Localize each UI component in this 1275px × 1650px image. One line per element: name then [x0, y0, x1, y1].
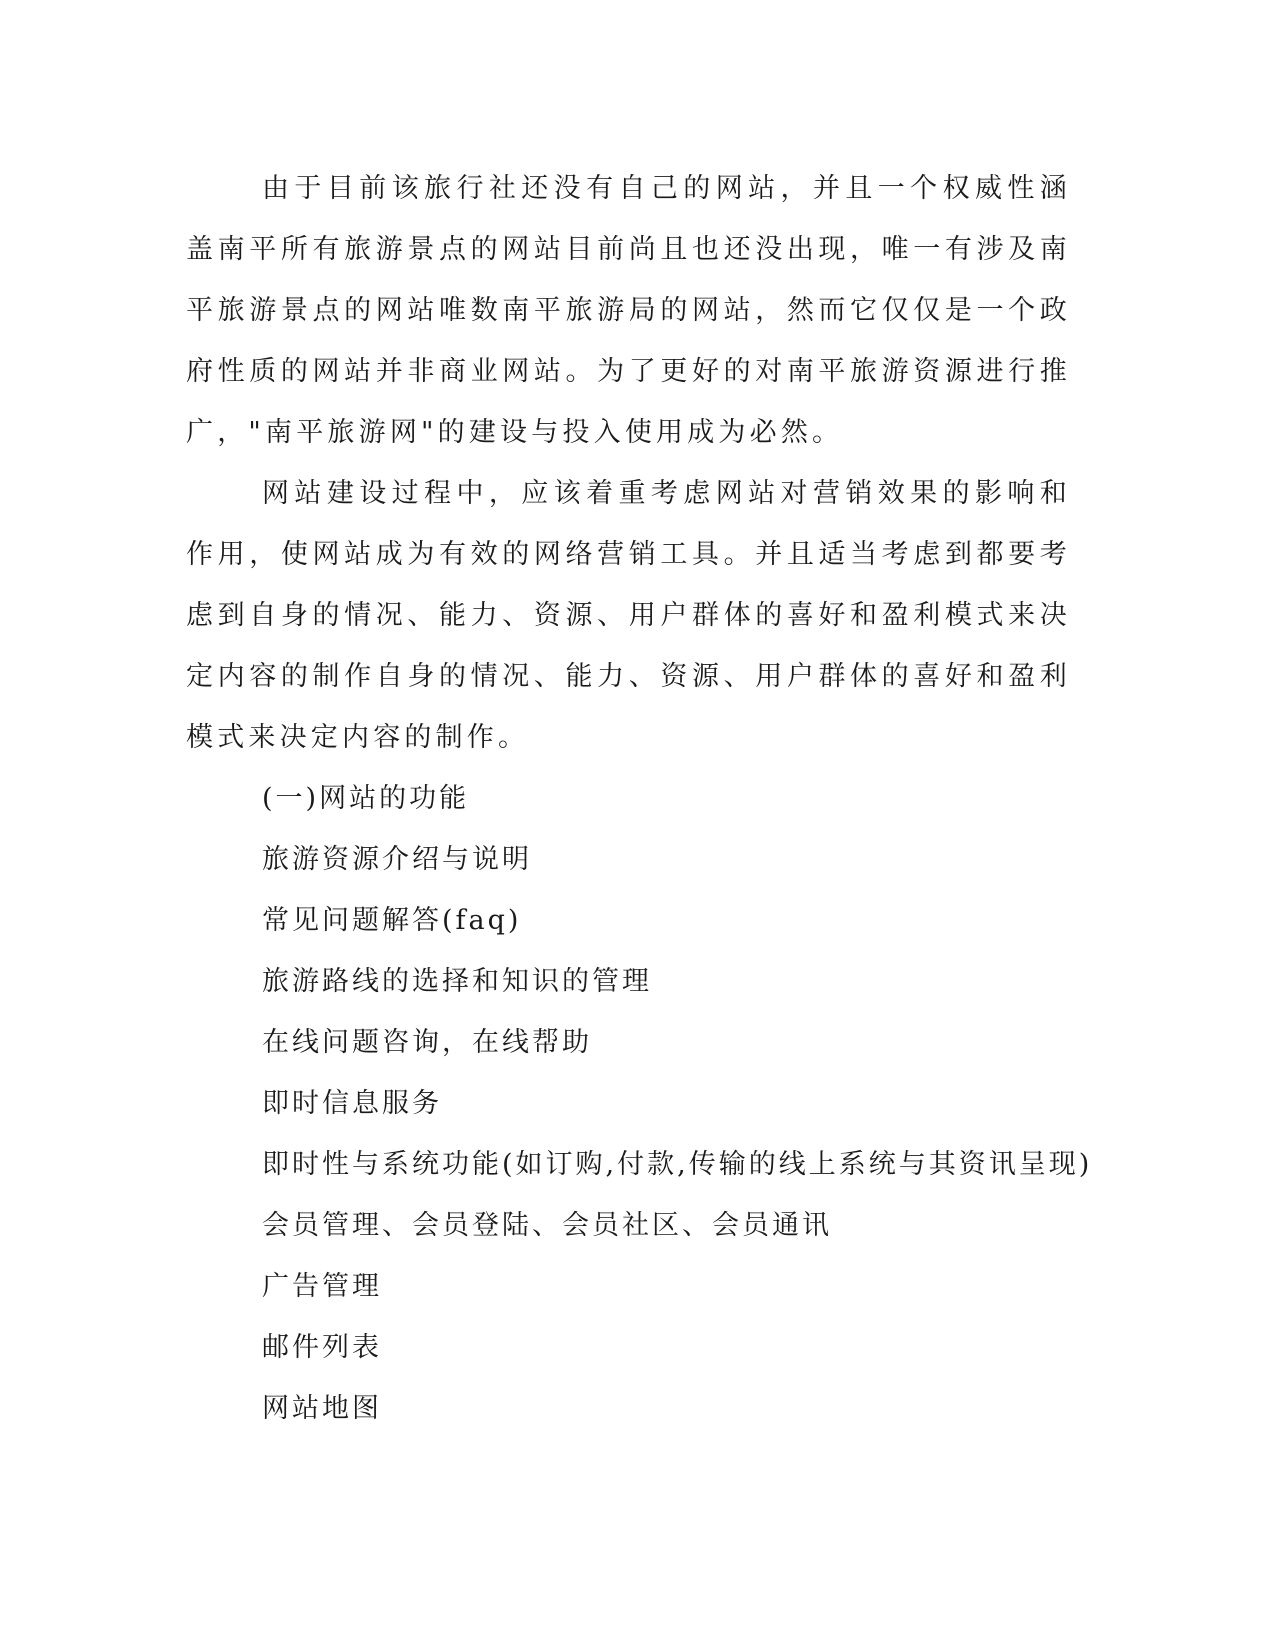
section-heading-website-functions: (一)网站的功能	[262, 783, 470, 814]
website-construction-paragraph: 网站建设过程中，应该着重考虑网站对营销效果的影响和作用，使网站成为有效的网络营销工具。并且适当考虑到都要考虑到自身的情况、能力、资源、用户群体的喜好和盈利模式来决定内容的制作自身的情况、能力、资源、用户群体的喜好和盈利模式来决定内容的制作。	[186, 478, 1071, 753]
function-item-online-help: 在线问题咨询，在线帮助	[262, 1027, 592, 1058]
function-item-resource-intro: 旅游资源介绍与说明	[262, 844, 532, 875]
function-item-site-map: 网站地图	[262, 1393, 382, 1424]
intro-paragraph: 由于目前该旅行社还没有自己的网站，并且一个权威性涵盖南平所有旅游景点的网站目前尚且也还没出现，唯一有涉及南平旅游景点的网站唯数南平旅游局的网站，然而它仅仅是一个政府性质的网站并非商业网站。为了更好的对南平旅游资源进行推广，"南平旅游网"的建设与投入使用成为必然。	[186, 173, 1071, 448]
function-item-realtime-system: 即时性与系统功能(如订购,付款,传输的线上系统与其资讯呈现)	[262, 1149, 1093, 1180]
function-item-faq: 常见问题解答(faq)	[262, 905, 522, 936]
function-item-member-management: 会员管理、会员登陆、会员社区、会员通讯	[262, 1210, 832, 1241]
function-item-instant-info: 即时信息服务	[262, 1088, 442, 1119]
function-item-mailing-list: 邮件列表	[262, 1332, 382, 1363]
function-item-route-selection: 旅游路线的选择和知识的管理	[262, 966, 652, 997]
function-item-ad-management: 广告管理	[262, 1271, 382, 1302]
document-body	[186, 158, 1093, 1439]
function-list	[186, 829, 1093, 1439]
